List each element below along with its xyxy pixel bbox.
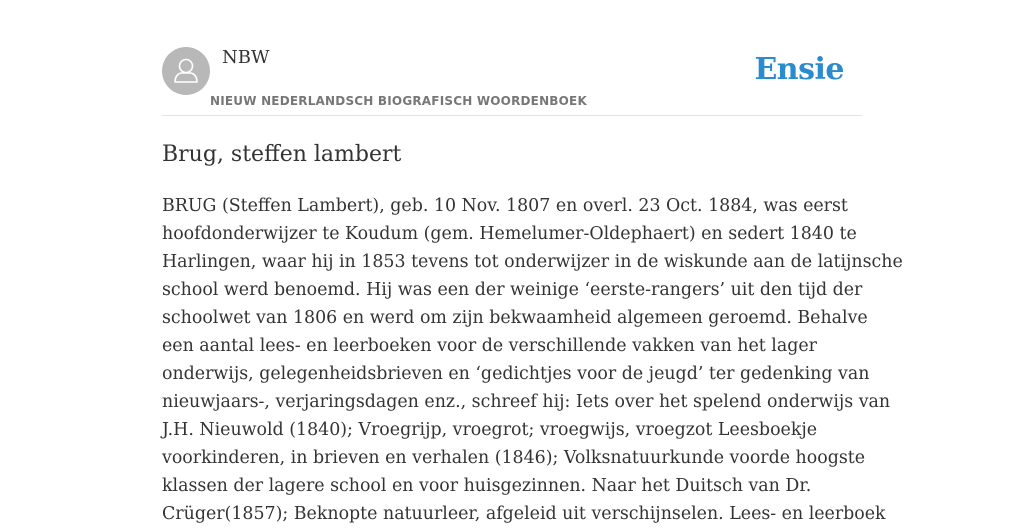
source-name[interactable]: NBW	[222, 47, 270, 68]
article-line: BRUG (Steffen Lambert), geb. 10 Nov. 1807 en overl. 23 Oct. 1884, was eerst	[162, 196, 848, 216]
article-line: onderwijs, gelegenheidsbrieven en ‘gedichtjes voor de jeugd’ ter gedenking van	[162, 364, 870, 384]
article-line: Harlingen, waar hij in 1853 tevens tot onderwijzer in de wiskunde aan de latijnsche	[162, 252, 903, 272]
source-full-name: NIEUW NEDERLANDSCH BIOGRAFISCH WOORDENBOEK	[210, 94, 587, 108]
article-line: hoofdonderwijzer te Koudum (gem. Hemelumer-Oldephaert) en sedert 1840 te	[162, 224, 857, 244]
ensie-logo[interactable]: Ensie	[754, 52, 844, 87]
article-line: nieuwjaars-, verjaringsdagen enz., schreef hij: Iets over het spelend onderwijs van	[162, 392, 891, 412]
article-line: voorkinderen, in brieven en verhalen (1846); Volksnatuurkunde voorde hoogste	[162, 448, 866, 468]
article-line: J.H. Nieuwold (1840); Vroegrijp, vroegrot; vroegwijs, vroegzot Leesboekje	[162, 420, 818, 440]
article-line: een aantal lees- en leerboeken voor de verschillende vakken van het lager	[162, 336, 817, 356]
article-line: klassen der lagere school en voor huisgezinnen. Naar het Duitsch van Dr.	[162, 476, 812, 496]
article-line: school werd benoemd. Hij was een der weinige ‘eerste-rangers’ uit den tijd der	[162, 280, 863, 300]
article-line: schoolwet van 1806 en werd om zijn bekwaamheid algemeen geroemd. Behalve	[162, 308, 868, 328]
user-icon	[162, 47, 210, 95]
article-title: Brug, steffen lambert	[162, 142, 402, 167]
article-line: Crüger(1857); Beknopte natuurleer, afgeleid uit verschijnselen. Lees- en leerboek	[162, 504, 886, 524]
source-header	[162, 47, 862, 116]
article-body	[162, 192, 903, 528]
avatar[interactable]	[162, 47, 210, 95]
